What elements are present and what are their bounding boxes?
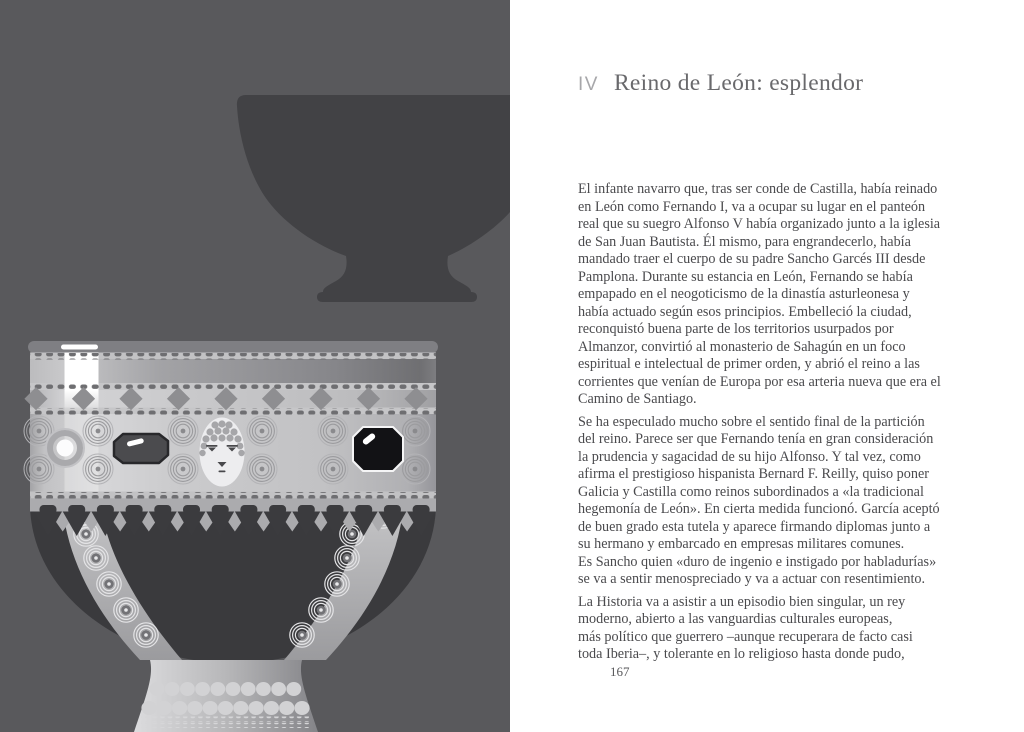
text-line: Se ha especulado mucho sobre el sentido final de la partición bbox=[578, 413, 925, 430]
paragraph bbox=[578, 594, 1018, 664]
page-number: 167 bbox=[610, 664, 630, 679]
text-line: Pamplona. Durante su estancia en León, Fernando se había bbox=[578, 268, 913, 285]
text-line: reconquistó buena parte de los territorios usurpados por bbox=[578, 321, 894, 337]
paragraph bbox=[578, 181, 1018, 409]
fringe-band bbox=[30, 498, 436, 512]
diamond-ornaments bbox=[24, 387, 427, 410]
text-line: Galicia y Castilla como reinos subordinados a «la tradicional bbox=[578, 483, 924, 500]
text-line: Almanzor, convirtió al monasterio de Sahagún en un foco bbox=[578, 338, 906, 355]
text-line: más político que guerrero –aunque recuperara de facto casi bbox=[578, 628, 913, 645]
text-line: afirma el prestigioso hispanista Bernard F. Reilly, quiso poner bbox=[578, 466, 929, 482]
text-line: espiritual e intelectual de primer orden, y abrió el reino a las bbox=[578, 356, 920, 372]
chapter-number: IV bbox=[578, 74, 599, 95]
chalice-illustration bbox=[0, 0, 510, 732]
text-line: hegemonía de León». En cierta medida funcionó. García aceptó bbox=[578, 501, 940, 517]
text-line: su hermano y embarcado en empresas militares comunes. bbox=[578, 536, 905, 552]
text-line: había actuado según esos principios. Embelleció la ciudad, bbox=[578, 303, 912, 320]
paragraph bbox=[578, 414, 1018, 589]
chapter-title: Reino de León: esplendor bbox=[613, 70, 864, 96]
dark-gem bbox=[114, 434, 168, 463]
text-line: La Historia va a asistir a un episodio bien singular, un rey bbox=[578, 593, 906, 610]
text-line: en León como Fernando I, va a ocupar su lugar en el panteón bbox=[578, 198, 926, 215]
text-line: de buen grado esta tutela y aparece firmando diplomas junto a bbox=[578, 518, 931, 535]
text-line: mandado traer el cuerpo de su padre Sancho Garcés III desde bbox=[578, 251, 926, 267]
text-line: real que su suegro Alfonso V había organizado junto a la iglesia bbox=[578, 216, 941, 232]
text-line: corrientes que venían de Europa por esa arteria nueva que era el bbox=[578, 373, 941, 390]
illustration-panel bbox=[0, 0, 510, 732]
chapter-heading bbox=[578, 70, 863, 97]
face-medallion bbox=[199, 418, 244, 487]
text-line: Es Sancho quien «duro de ingenio e instigado por habladurías» bbox=[578, 553, 937, 570]
text-line: El infante navarro que, tras ser conde de Castilla, había reinado bbox=[578, 181, 938, 197]
text-line: Camino de Santiago. bbox=[578, 391, 697, 407]
text-line: la prudencia y sagacidad de su hijo Alfonso. Y tal vez, como bbox=[578, 448, 921, 465]
text-line: toda Iberia–, y tolerante en lo religioso hasta donde pudo, bbox=[578, 646, 905, 662]
body-text bbox=[578, 181, 1018, 664]
black-gem bbox=[353, 427, 403, 471]
text-line: empapado en el neogoticismo de la dinastía asturleonesa y bbox=[578, 286, 910, 302]
ring-medallion bbox=[46, 429, 84, 467]
text-line: moderno, abierto a las vanguardias culturales europeas, bbox=[578, 611, 893, 627]
text-line: se va a sentir menospreciado y va a actuar con resentimiento. bbox=[578, 571, 926, 587]
text-line: de San Juan Bautista. Él mismo, para engrandecerlo, había bbox=[578, 233, 911, 250]
rim-highlight bbox=[61, 345, 98, 350]
text-line: del reino. Parece ser que Fernando tenía en gran consideración bbox=[578, 431, 934, 447]
